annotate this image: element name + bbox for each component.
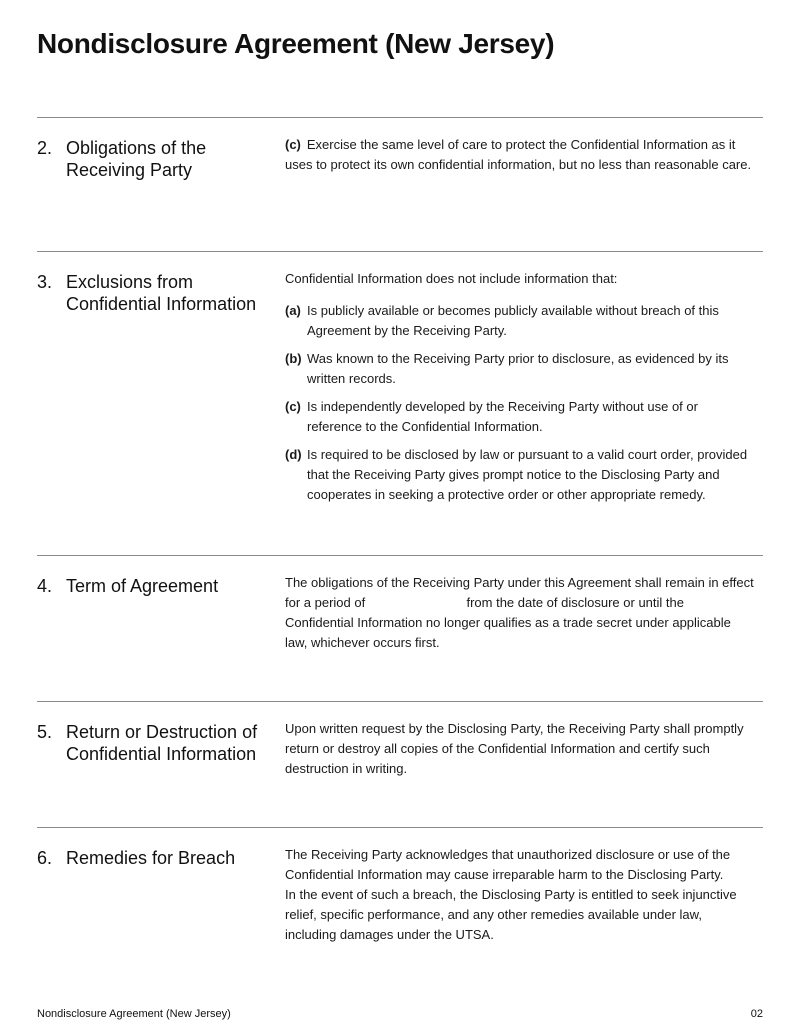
term-paragraph <box>285 573 755 653</box>
clause-label: (c) <box>285 399 301 414</box>
clause-text: Exercise the same level of care to protect the Confidential Information as it uses to protect its own confidential information, but no less than reasonable care. <box>285 137 752 172</box>
clause-c <box>285 397 755 437</box>
section-body <box>285 719 755 779</box>
term-text-end: from the date of disclosure or until the Confidential Information no longer qualifies as a trade secret under applicable law, whichever occurs first. <box>285 595 731 650</box>
clause-b <box>285 349 755 389</box>
clause-label: (d) <box>285 447 302 462</box>
clause-text: Is publicly available or becomes publicly available without breach of this Agreement by the Receiving Party. <box>307 303 719 338</box>
section-title: Term of Agreement <box>66 576 219 596</box>
term-text-start: The obligations of the Receiving Party under this Agreement shall remain in effect for a period of <box>285 575 754 610</box>
section-body <box>285 573 755 653</box>
clause-a <box>285 301 755 341</box>
section-body <box>285 845 755 945</box>
section-number: 5. <box>37 722 53 742</box>
section-return <box>37 701 763 828</box>
return-paragraph: Upon written request by the Disclosing Party, the Receiving Party shall promptly return or destroy all copies of the Confidential Information and certify such destruction in writing. <box>285 721 744 776</box>
page-title: Nondisclosure Agreement (New Jersey) <box>37 28 555 59</box>
section-title: Exclusions from Confidential Information <box>66 272 257 314</box>
section-obligations <box>37 117 763 252</box>
clause-text: Is independently developed by the Receiving Party without use of or reference to the Confidential Information. <box>307 399 698 434</box>
clause-label: (a) <box>285 303 301 318</box>
section-number: 2. <box>37 138 53 158</box>
section-title: Return or Destruction of Confidential Information <box>66 722 258 764</box>
section-exclusions <box>37 251 763 556</box>
clause-c <box>285 135 755 175</box>
clause-text: Is required to be disclosed by law or pursuant to a valid court order, provided that the Receiving Party gives prompt notice to the Disclosing Party and cooperates in seeking a protective order or other appropriate remedy. <box>307 447 748 502</box>
section-intro: Confidential Information does not include information that: <box>285 271 618 286</box>
clause-d <box>285 445 755 505</box>
clause-label: (b) <box>285 351 302 366</box>
clause-text: Was known to the Receiving Party prior to disclosure, as evidenced by its written records. <box>307 351 729 386</box>
section-title: Obligations of the Receiving Party <box>66 138 207 180</box>
section-number: 6. <box>37 848 53 868</box>
remedies-line-2: In the event of such a breach, the Disclosing Party is entitled to seek injunctive relief, specific performance, and any other remedies available under law, including damages under the UTSA. <box>285 887 737 942</box>
clause-label: (c) <box>285 137 301 152</box>
section-number: 3. <box>37 272 53 292</box>
remedies-line-1: The Receiving Party acknowledges that unauthorized disclosure or use of the Confidential Information may cause irreparable harm to the Disclosing Party. <box>285 847 731 882</box>
section-title: Remedies for Breach <box>66 848 236 868</box>
section-term <box>37 555 763 702</box>
section-body <box>285 269 755 505</box>
footer-document-title: Nondisclosure Agreement (New Jersey) <box>37 1008 231 1020</box>
section-body <box>285 135 755 175</box>
section-remedies <box>37 827 763 978</box>
footer-page-number: 02 <box>750 1008 763 1020</box>
section-number: 4. <box>37 576 53 596</box>
